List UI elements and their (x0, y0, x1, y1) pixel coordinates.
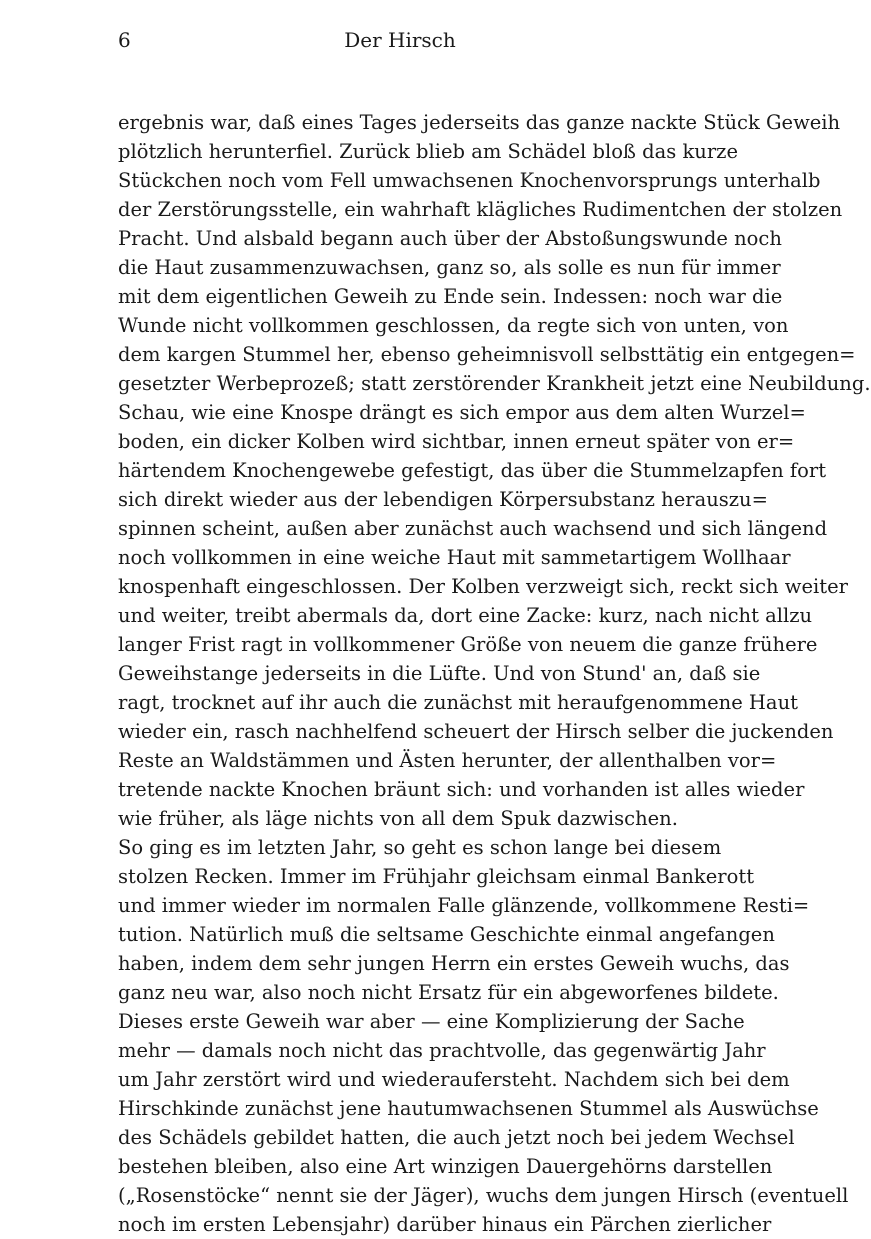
text-line: die Haut zusammenzuwachsen, ganz so, als solle es nun für immer (118, 256, 781, 279)
text-line: ergebnis war, daß eines Tages jederseits das ganze nackte Stück Geweih (118, 111, 841, 134)
text-line: Schau, wie eine Knospe drängt es sich empor aus dem alten Wurzel= (118, 401, 806, 424)
body-text (118, 108, 871, 1239)
text-line: des Schädels gebildet hatten, die auch jetzt noch bei jedem Wechsel (118, 1126, 795, 1149)
text-line: bestehen bleiben, also eine Art winzigen Dauergehörns darstellen (118, 1155, 773, 1178)
text-line: mehr — damals noch nicht das prachtvolle, das gegenwärtig Jahr (118, 1039, 766, 1062)
text-line: boden, ein dicker Kolben wird sichtbar, innen erneut später von er= (118, 430, 795, 453)
text-line: und immer wieder im normalen Falle glänzende, vollkommene Resti= (118, 894, 810, 917)
text-line: härtendem Knochengewebe gefestigt, das über die Stummelzapfen fort (118, 459, 827, 482)
text-line: und weiter, treibt abermals da, dort eine Zacke: kurz, nach nicht allzu (118, 604, 813, 627)
text-line: dem kargen Stummel her, ebenso geheimnisvoll selbsttätig ein entgegen= (118, 343, 856, 366)
text-line: spinnen scheint, außen aber zunächst auch wachsend und sich längend (118, 517, 828, 540)
text-line: knospenhaft eingeschlossen. Der Kolben verzweigt sich, reckt sich weiter (118, 575, 848, 598)
text-line: noch vollkommen in eine weiche Haut mit sammetartigem Wollhaar (118, 546, 791, 569)
text-line: plötzlich herunterfiel. Zurück blieb am Schädel bloß das kurze (118, 140, 738, 163)
text-line: wie früher, als läge nichts von all dem Spuk dazwischen. (118, 807, 678, 830)
text-line: tretende nackte Knochen bräunt sich: und vorhanden ist alles wieder (118, 778, 805, 801)
text-line: Pracht. Und alsbald begann auch über der Abstoßungswunde noch (118, 227, 782, 250)
text-line: ganz neu war, also noch nicht Ersatz für ein abgeworfenes bildete. (118, 981, 779, 1004)
text-line: Hirschkinde zunächst jene hautumwachsenen Stummel als Auswüchse (118, 1097, 819, 1120)
text-line: So ging es im letzten Jahr, so geht es schon lange bei diesem (118, 836, 722, 859)
text-line: wieder ein, rasch nachhelfend scheuert der Hirsch selber die juckenden (118, 720, 834, 743)
text-line: tution. Natürlich muß die seltsame Geschichte einmal angefangen (118, 923, 775, 946)
text-line: um Jahr zerstört wird und wiederaufersteht. Nachdem sich bei dem (118, 1068, 790, 1091)
text-line: Dieses erste Geweih war aber — eine Komplizierung der Sache (118, 1010, 745, 1033)
page-number: 6 (118, 28, 131, 52)
text-line: gesetzter Werbeprozeß; statt zerstörender Krankheit jetzt eine Neubildung. (118, 372, 871, 395)
text-line: Geweihstange jederseits in die Lüfte. Und von Stund' an, daß sie (118, 662, 761, 685)
text-line: Reste an Waldstämmen und Ästen herunter, der allenthalben vor= (118, 749, 777, 772)
running-title: Der Hirsch (344, 28, 456, 52)
text-line: mit dem eigentlichen Geweih zu Ende sein. Indessen: noch war die (118, 285, 783, 308)
text-line: Stückchen noch vom Fell umwachsenen Knochenvorsprungs unterhalb (118, 169, 821, 192)
text-line: langer Frist ragt in vollkommener Größe von neuem die ganze frühere (118, 633, 818, 656)
running-head (118, 28, 682, 58)
text-line: der Zerstörungsstelle, ein wahrhaft klägliches Rudimentchen der stolzen (118, 198, 843, 221)
text-line: („Rosenstöcke“ nennt sie der Jäger), wuchs dem jungen Hirsch (eventuell (118, 1184, 849, 1207)
text-line: Wunde nicht vollkommen geschlossen, da regte sich von unten, von (118, 314, 789, 337)
text-line: ragt, trocknet auf ihr auch die zunächst mit heraufgenommene Haut (118, 691, 798, 714)
text-line: stolzen Recken. Immer im Frühjahr gleichsam einmal Bankerott (118, 865, 755, 888)
text-line: haben, indem dem sehr jungen Herrn ein erstes Geweih wuchs, das (118, 952, 790, 975)
text-line: sich direkt wieder aus der lebendigen Körpersubstanz herauszu= (118, 488, 768, 511)
text-line: noch im ersten Lebensjahr) darüber hinaus ein Pärchen zierlicher (118, 1213, 772, 1236)
